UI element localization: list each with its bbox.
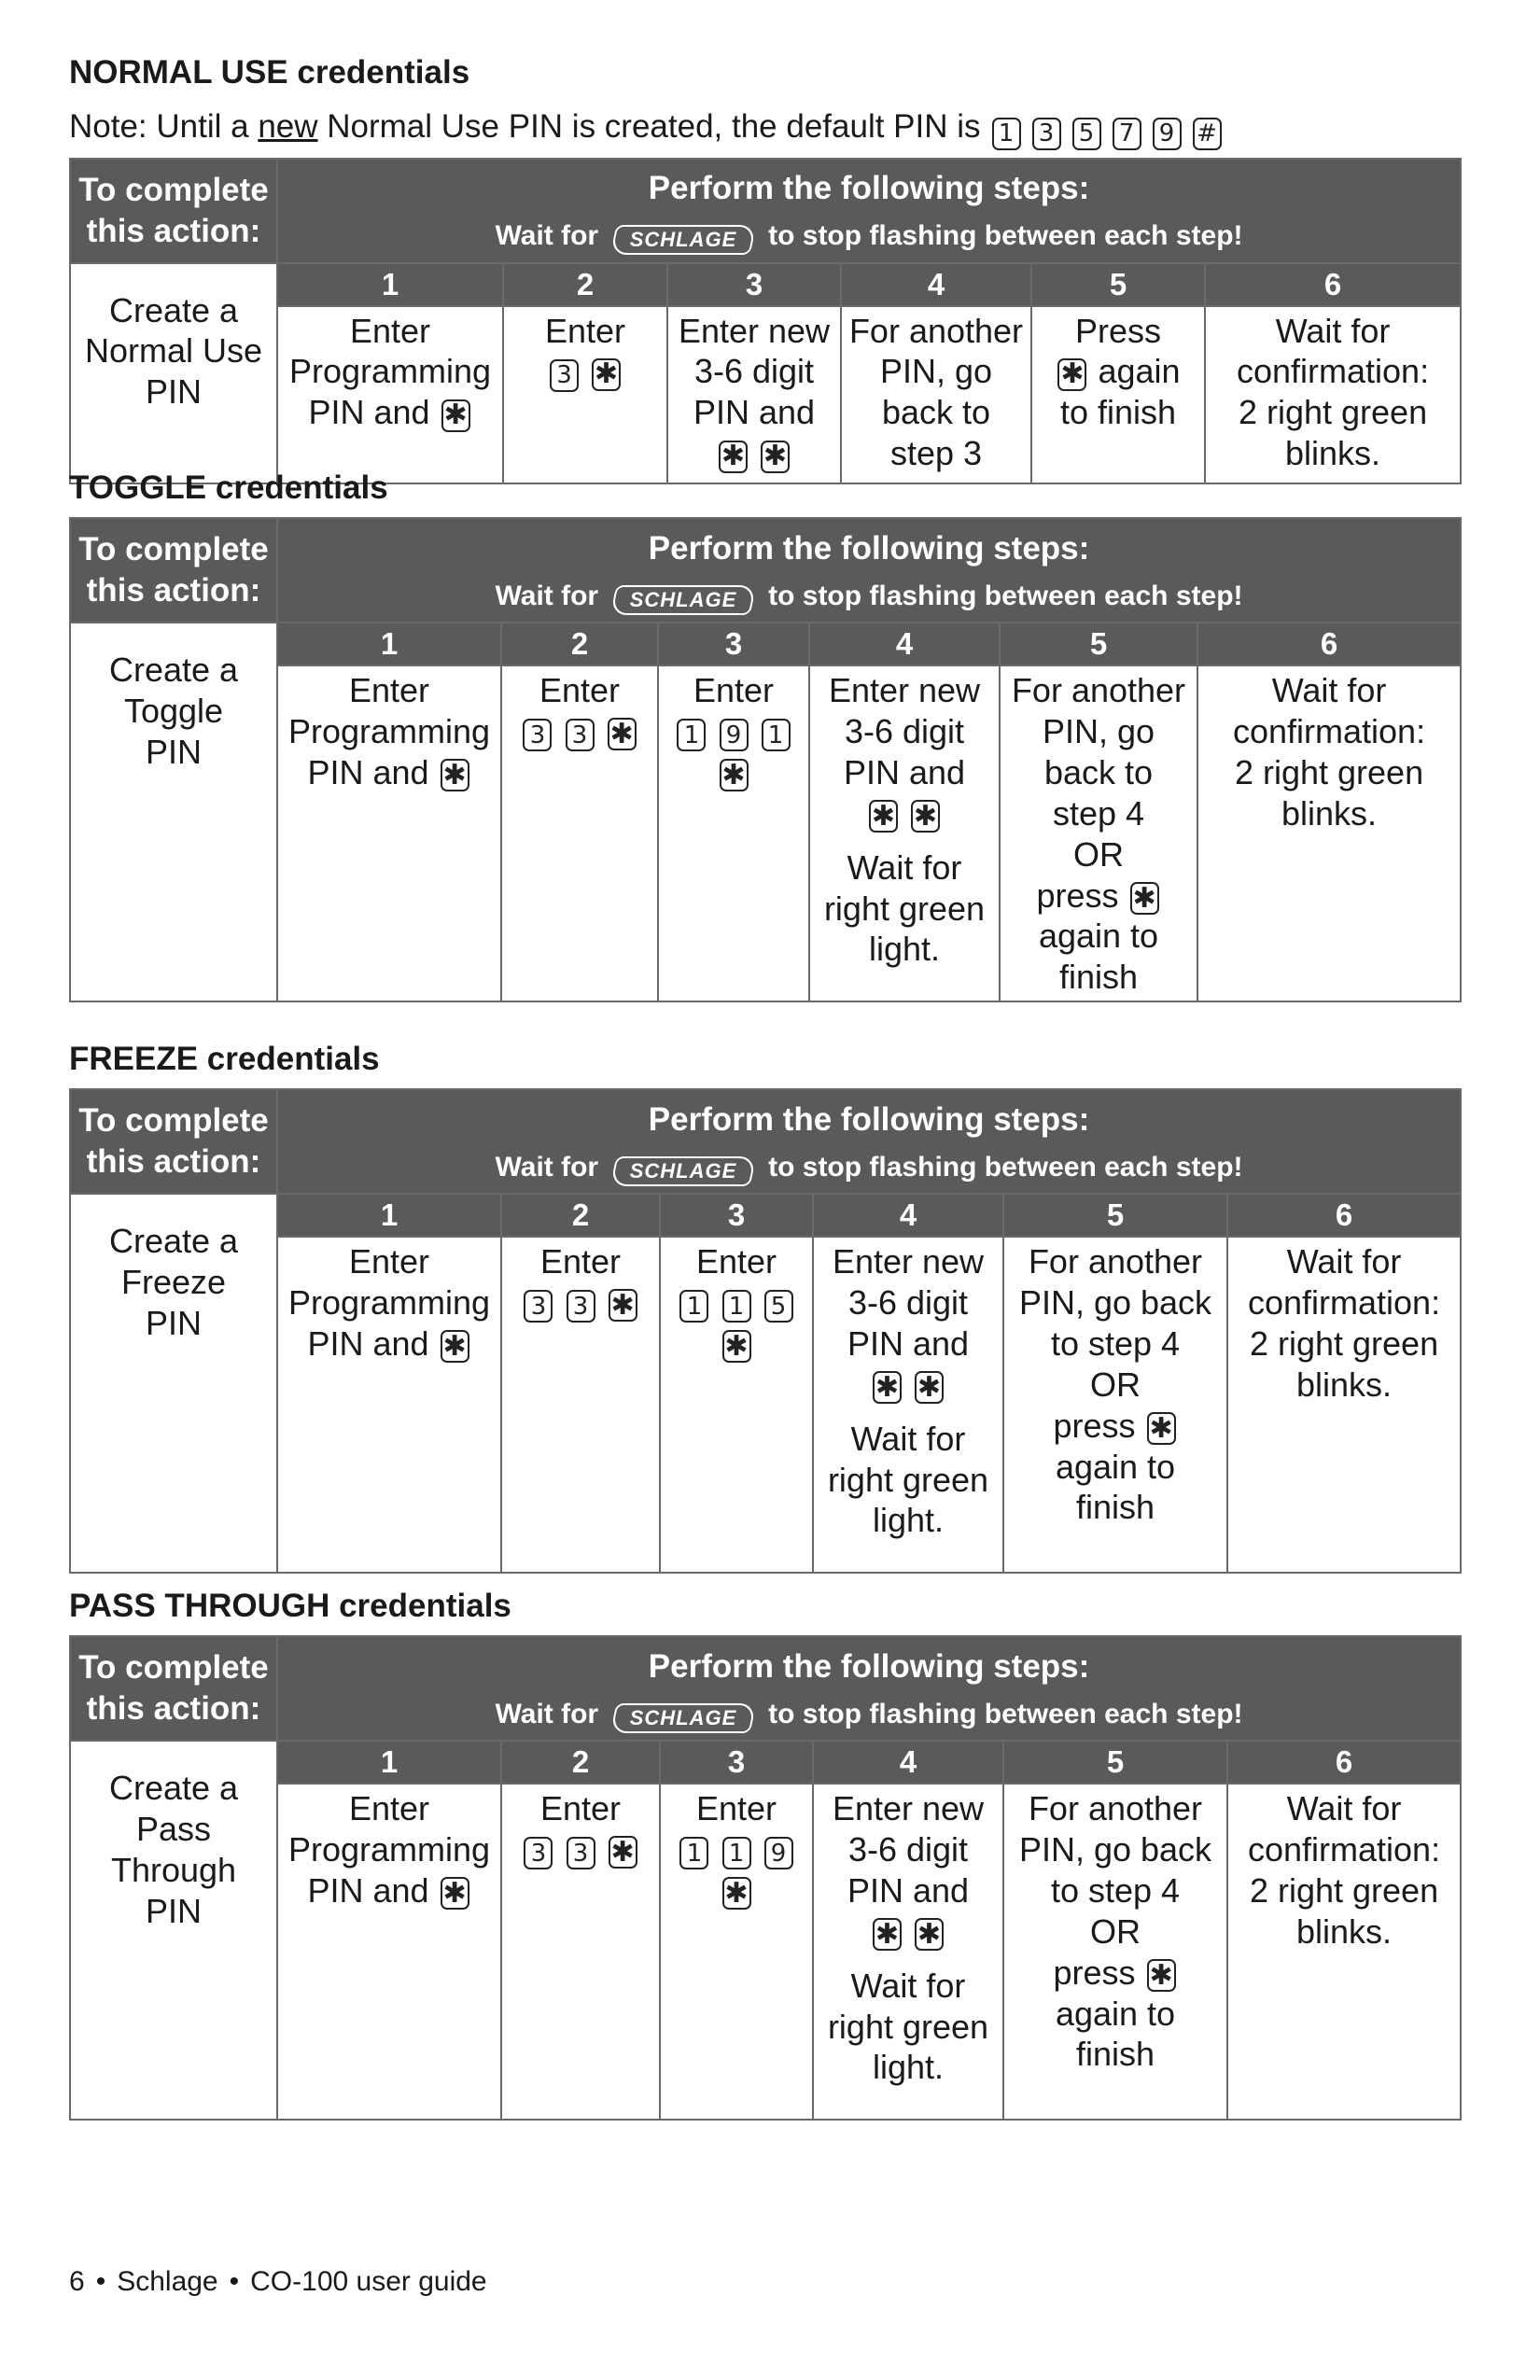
digit-key-icon: 1	[679, 1290, 708, 1323]
star-key-icon: ✱	[719, 441, 748, 473]
step-1-cell	[277, 306, 503, 483]
step-line: step 3	[889, 434, 983, 473]
step-line: PIN, go	[1042, 711, 1155, 750]
digit-key-icon: 3	[524, 1837, 553, 1869]
wait-instruction	[278, 220, 1460, 255]
star-key-icon: ✱	[609, 1289, 637, 1322]
step-number: 3	[667, 263, 841, 306]
step-line: PIN and	[693, 393, 816, 432]
credential-section	[69, 471, 1462, 1002]
step-line: confirmation:	[1236, 352, 1430, 391]
star-key-icon: ✱	[1147, 1412, 1176, 1445]
header-action-label	[70, 1089, 277, 1194]
step-number: 5	[1003, 1741, 1227, 1784]
step-line: press ✱	[1001, 875, 1197, 917]
digit-key-icon: 3	[550, 359, 579, 392]
step-number: 3	[660, 1194, 813, 1237]
action-line: PIN	[145, 732, 202, 771]
step-line: blinks.	[1281, 793, 1378, 833]
step-2-cell	[501, 1784, 660, 2120]
step-line: to step 4	[1050, 1323, 1181, 1363]
step-line	[502, 1829, 659, 1870]
step-line: Enter	[539, 671, 621, 709]
header-action-line: To complete	[78, 1102, 269, 1140]
step-line	[661, 1323, 812, 1365]
step-line: 2 right green	[1249, 1870, 1439, 1910]
step-number: 2	[501, 1741, 660, 1784]
header-steps-title	[277, 518, 1461, 623]
step-line: finish	[1075, 2035, 1155, 2074]
step-line: Wait for	[850, 1419, 966, 1458]
action-line: Through	[110, 1850, 237, 1889]
steps-table	[69, 158, 1462, 484]
credential-section	[69, 1043, 1462, 1574]
wait-instruction	[278, 581, 1460, 615]
step-line: PIN and ✱	[278, 1870, 500, 1911]
action-line: Pass	[135, 1809, 212, 1848]
step-line: step 4	[1052, 793, 1145, 833]
step-1-cell	[277, 665, 501, 1001]
step-line: Enter new	[832, 1789, 985, 1827]
digit-key-icon: 9	[1153, 118, 1182, 150]
step-number: 2	[501, 623, 658, 665]
step-line	[814, 1365, 1002, 1406]
step-3-cell	[667, 306, 841, 483]
step-number: 3	[658, 623, 809, 665]
step-line: light.	[868, 930, 941, 969]
digit-key-icon: 3	[1032, 118, 1061, 150]
step-number: 2	[501, 1194, 660, 1237]
digit-key-icon: 1	[992, 118, 1021, 150]
step-5-cell	[1003, 1784, 1227, 2120]
step-number: 1	[277, 623, 501, 665]
step-line: right green	[827, 2007, 989, 2046]
step-1-cell	[277, 1784, 501, 2120]
step-line: confirmation:	[1247, 1282, 1441, 1322]
step-number: 6	[1197, 623, 1461, 665]
step-4-cell	[809, 665, 1000, 1001]
step-line: Wait for	[1271, 671, 1387, 709]
step-line: right green	[827, 1460, 989, 1499]
step-line: Wait for	[1275, 311, 1391, 350]
step-line: Enter	[693, 671, 775, 709]
star-key-icon: ✱	[441, 1877, 469, 1910]
step-line: 3-6 digit	[844, 711, 965, 750]
step-2-cell	[501, 665, 658, 1001]
star-key-icon: ✱	[873, 1918, 902, 1951]
step-line: again to	[1055, 1994, 1176, 2033]
step-line: Programming	[287, 1282, 491, 1322]
action-cell	[70, 623, 277, 1001]
star-key-icon: ✱	[722, 1877, 751, 1910]
step-number: 4	[813, 1194, 1003, 1237]
header-steps-title	[277, 1636, 1461, 1741]
header-steps-title	[277, 159, 1461, 263]
step-line	[661, 1282, 812, 1323]
schlage-logo-text: SCHLAGE	[629, 228, 737, 251]
wait-suffix: to stop flashing between each step!	[768, 580, 1243, 611]
digit-key-icon: 1	[679, 1837, 708, 1869]
steps-title: Perform the following steps:	[648, 529, 1090, 567]
step-line: For another	[1011, 671, 1186, 709]
digit-key-icon: 5	[1072, 118, 1101, 150]
schlage-logo-icon	[610, 585, 757, 615]
steps-table	[69, 1635, 1462, 2121]
step-line: OR	[1073, 834, 1124, 874]
step-line	[502, 1282, 659, 1323]
action-line: Create a	[108, 1222, 239, 1260]
step-line	[502, 711, 657, 752]
step-line: Enter	[348, 1242, 430, 1281]
step-line: Enter	[348, 671, 430, 709]
action-line: Normal Use	[84, 331, 263, 371]
wait-suffix: to stop flashing between each step!	[768, 220, 1243, 251]
step-line: PIN and	[843, 752, 966, 791]
step-line: Programming	[288, 352, 492, 391]
step-line: back to	[881, 393, 991, 432]
digit-key-icon: 9	[720, 719, 749, 751]
step-line: press ✱	[1004, 1953, 1226, 1994]
steps-table	[69, 517, 1462, 1002]
star-key-icon: ✱	[441, 1330, 469, 1363]
schlage-logo-text: SCHLAGE	[629, 587, 737, 611]
step-line: 2 right green	[1234, 752, 1424, 791]
line-gap	[814, 1953, 1002, 1966]
footer-page-number: 6	[69, 2266, 85, 2297]
step-line	[659, 752, 808, 793]
header-action-line: this action:	[86, 212, 261, 249]
credential-section	[69, 1589, 1462, 2121]
step-line: blinks.	[1296, 1911, 1393, 1951]
digit-key-icon: 9	[764, 1837, 793, 1869]
step-2-cell	[501, 1237, 660, 1573]
step-6-cell	[1227, 1237, 1461, 1573]
step-number: 6	[1227, 1194, 1461, 1237]
step-line: 3-6 digit	[693, 352, 815, 391]
step-number: 3	[660, 1741, 813, 1784]
step-number: 1	[277, 1194, 501, 1237]
digit-key-icon: 1	[677, 719, 706, 751]
star-key-icon: ✱	[1130, 882, 1159, 915]
line-gap	[814, 1406, 1002, 1419]
action-line: Create a	[108, 1769, 239, 1807]
step-number: 1	[277, 263, 503, 306]
step-line: back to	[1043, 752, 1154, 791]
step-line: Enter new	[678, 311, 831, 350]
step-line: Enter	[348, 1789, 430, 1827]
digit-key-icon: 1	[722, 1290, 751, 1323]
star-key-icon: ✱	[761, 441, 790, 473]
step-line: For another	[848, 311, 1024, 350]
step-line: Programming	[287, 711, 491, 750]
wait-instruction	[278, 1152, 1460, 1186]
wait-instruction	[278, 1699, 1460, 1733]
action-cell	[70, 1741, 277, 2120]
step-number: 1	[277, 1741, 501, 1784]
step-4-cell	[813, 1784, 1003, 2120]
header-action-line: To complete	[78, 171, 269, 208]
step-2-cell	[503, 306, 667, 483]
header-steps-title	[277, 1089, 1461, 1194]
step-line: blinks.	[1296, 1365, 1393, 1404]
step-line: 3-6 digit	[847, 1282, 969, 1322]
action-line: PIN	[145, 1303, 202, 1342]
step-number: 2	[503, 263, 667, 306]
step-line: blinks.	[1285, 434, 1381, 473]
page-footer	[69, 2266, 487, 2298]
step-line: Enter	[349, 311, 431, 350]
credential-section	[69, 56, 1462, 484]
step-1-cell	[277, 1237, 501, 1573]
star-key-icon: ✱	[1057, 358, 1086, 391]
wait-prefix: Wait for	[495, 1698, 599, 1729]
star-key-icon: ✱	[722, 1330, 751, 1363]
star-key-icon: ✱	[911, 800, 940, 833]
star-key-icon: ✱	[720, 759, 749, 791]
step-line: Wait for	[1286, 1789, 1402, 1827]
step-line: Enter	[695, 1242, 777, 1281]
header-action-line: this action:	[86, 1143, 261, 1180]
digit-key-icon: 3	[523, 719, 552, 751]
step-number: 4	[809, 623, 1000, 665]
footer-separator: •	[95, 2266, 106, 2297]
action-line: Toggle	[123, 691, 224, 730]
step-line: confirmation:	[1247, 1829, 1441, 1869]
step-line: finish	[1058, 958, 1139, 997]
action-line: PIN	[145, 1891, 202, 1930]
step-number: 4	[841, 263, 1031, 306]
action-cell	[70, 263, 277, 483]
star-key-icon: ✱	[592, 358, 621, 391]
step-line: PIN, go back	[1018, 1282, 1212, 1322]
star-key-icon: ✱	[609, 1836, 637, 1869]
step-line: ✱ again	[1032, 351, 1204, 392]
header-action-label	[70, 1636, 277, 1741]
step-line: right green	[823, 889, 986, 928]
steps-title: Perform the following steps:	[648, 170, 1090, 206]
schlage-logo-icon	[610, 1156, 757, 1186]
step-number: 4	[813, 1741, 1003, 1784]
header-action-label	[70, 518, 277, 623]
step-number: 5	[1000, 623, 1197, 665]
step-line: Press	[1074, 311, 1162, 350]
schlage-logo-icon	[610, 225, 757, 255]
step-number: 6	[1205, 263, 1461, 306]
digit-key-icon: 3	[567, 1837, 595, 1869]
step-5-cell	[1003, 1237, 1227, 1573]
star-key-icon: ✱	[441, 759, 469, 791]
header-action-label	[70, 159, 277, 263]
step-line: 2 right green	[1238, 393, 1428, 432]
step-line: light.	[872, 2048, 945, 2087]
step-line: again to	[1055, 1447, 1176, 1486]
step-number: 6	[1227, 1741, 1461, 1784]
star-key-icon: ✱	[873, 1371, 902, 1404]
step-number: 5	[1031, 263, 1205, 306]
digit-key-icon: 1	[762, 719, 791, 751]
star-key-icon: ✱	[915, 1918, 944, 1951]
section-title: NORMAL USE credentials	[69, 54, 470, 91]
digit-key-icon: 1	[722, 1837, 751, 1869]
schlage-logo-text: SCHLAGE	[629, 1705, 737, 1729]
section-title: TOGGLE credentials	[69, 469, 388, 506]
action-line: PIN	[145, 372, 202, 412]
step-line: PIN and ✱	[278, 1323, 500, 1365]
digit-key-icon: 7	[1113, 118, 1141, 150]
line-gap	[810, 834, 999, 847]
step-line	[661, 1870, 812, 1911]
step-line: Enter	[544, 311, 626, 350]
step-line: to finish	[1059, 393, 1177, 432]
star-key-icon: ✱	[441, 399, 470, 432]
step-line	[814, 1911, 1002, 1953]
step-line: press ✱	[1004, 1406, 1226, 1447]
step-line: For another	[1028, 1789, 1203, 1827]
step-4-cell	[813, 1237, 1003, 1573]
star-key-icon: ✱	[869, 800, 898, 833]
step-line: PIN and ✱	[278, 392, 502, 433]
step-line: 2 right green	[1249, 1323, 1439, 1363]
star-key-icon: ✱	[915, 1371, 944, 1404]
step-5-cell	[1000, 665, 1197, 1001]
step-6-cell	[1227, 1784, 1461, 2120]
step-number: 5	[1003, 1194, 1227, 1237]
schlage-logo-icon	[610, 1703, 757, 1733]
star-key-icon: ✱	[608, 718, 637, 750]
wait-prefix: Wait for	[495, 220, 599, 251]
step-line: Enter	[539, 1789, 622, 1827]
step-line: 3-6 digit	[847, 1829, 969, 1869]
step-line: OR	[1090, 1365, 1141, 1404]
action-line: Create a	[108, 651, 239, 689]
step-line: Wait for	[1286, 1242, 1402, 1281]
step-line	[659, 711, 808, 752]
digit-key-icon: 5	[764, 1290, 793, 1323]
digit-key-icon: 3	[566, 719, 595, 751]
step-6-cell	[1197, 665, 1461, 1001]
step-3-cell	[660, 1784, 813, 2120]
header-action-line: this action:	[86, 1690, 261, 1727]
step-line: Enter new	[832, 1242, 985, 1281]
note-underlined-word: new	[258, 108, 318, 145]
wait-prefix: Wait for	[495, 580, 599, 611]
step-3-cell	[658, 665, 809, 1001]
step-line: PIN and	[847, 1870, 970, 1910]
step-line: finish	[1075, 1488, 1155, 1527]
step-3-cell	[660, 1237, 813, 1573]
header-action-line: To complete	[78, 1649, 269, 1687]
star-key-icon: ✱	[1147, 1959, 1176, 1992]
step-line: Wait for	[847, 847, 962, 887]
step-4-cell	[841, 306, 1031, 483]
step-line: OR	[1090, 1911, 1141, 1951]
digit-key-icon: 3	[567, 1290, 595, 1323]
step-line: Enter	[539, 1242, 622, 1281]
wait-suffix: to stop flashing between each step!	[768, 1151, 1243, 1183]
step-line: PIN and	[847, 1323, 970, 1363]
action-cell	[70, 1194, 277, 1573]
steps-title: Perform the following steps:	[648, 1647, 1090, 1685]
step-line	[668, 433, 840, 474]
step-line: light.	[872, 1501, 945, 1540]
digit-key-icon: 3	[524, 1290, 553, 1323]
header-action-line: To complete	[78, 531, 269, 568]
schlage-logo-text: SCHLAGE	[629, 1158, 737, 1183]
step-line: again to	[1038, 917, 1159, 956]
step-line: PIN and ✱	[278, 752, 500, 793]
footer-doc-title: CO-100 user guide	[250, 2266, 487, 2297]
step-line: For another	[1028, 1242, 1203, 1281]
step-line: Wait for	[850, 1966, 966, 2005]
section-title: PASS THROUGH credentials	[69, 1588, 511, 1624]
step-line	[810, 793, 999, 834]
footer-brand: Schlage	[117, 2266, 218, 2297]
default-pin-note: Note: Until a new Normal Use PIN is created, the default PIN is 1 3 5 7 9 #	[69, 109, 1462, 150]
pound-key-icon: #	[1193, 118, 1222, 150]
step-line: PIN, go back	[1018, 1829, 1212, 1869]
wait-prefix: Wait for	[495, 1151, 599, 1183]
steps-title: Perform the following steps:	[648, 1100, 1090, 1138]
step-line: Enter new	[828, 671, 981, 709]
step-5-cell	[1031, 306, 1205, 483]
header-action-line: this action:	[86, 572, 261, 609]
step-line: Enter	[695, 1789, 777, 1827]
wait-suffix: to stop flashing between each step!	[768, 1698, 1243, 1729]
action-line: Create a	[108, 290, 239, 329]
step-line: PIN, go	[879, 352, 993, 391]
section-title: FREEZE credentials	[69, 1041, 380, 1077]
steps-table	[69, 1088, 1462, 1574]
step-line: to step 4	[1050, 1870, 1181, 1910]
step-line	[504, 351, 666, 392]
step-line: Programming	[287, 1829, 491, 1869]
step-line	[661, 1829, 812, 1870]
step-line: confirmation:	[1232, 711, 1426, 750]
step-6-cell	[1205, 306, 1461, 483]
action-line: Freeze	[120, 1262, 227, 1301]
default-pin-keys	[990, 118, 1224, 150]
footer-separator: •	[229, 2266, 240, 2297]
